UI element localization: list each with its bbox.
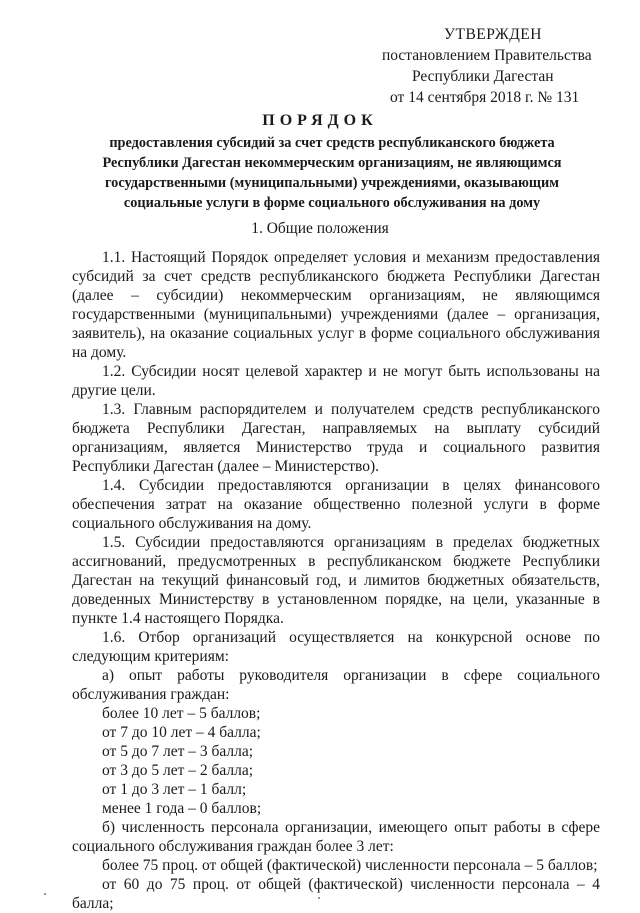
scan-specks (0, 885, 640, 905)
document-title: ПОРЯДОК (262, 112, 378, 129)
subtitle-line: предоставления субсидий за счет средств республиканского бюджета (109, 135, 555, 151)
criterion-a: а) опыт работы руководителя организации в сфере социального обслуживания граждан: (72, 667, 600, 703)
criterion-a-item: от 3 до 5 лет – 2 балла; (102, 762, 254, 779)
speck (318, 897, 320, 899)
speck (44, 893, 46, 895)
subtitle-line: Республики Дагестан некоммерческим организациям, не являющимся (102, 155, 562, 171)
paragraph-1-6: 1.6. Отбор организаций осуществляется на конкурсной основе по следующим критериям: (72, 629, 600, 665)
criterion-a-item: от 5 до 7 лет – 3 балла; (102, 743, 254, 760)
subtitle-line: государственными (муниципальными) учреждениями, оказывающим (105, 175, 559, 191)
criterion-a-item: от 1 до 3 лет – 1 балл; (102, 781, 247, 798)
approval-republic: Республики Дагестан (412, 68, 554, 85)
approval-resolution: постановлением Правительства (382, 47, 592, 64)
approval-stamp (380, 24, 620, 108)
criterion-a-item: менее 1 года – 0 баллов; (102, 800, 262, 817)
paragraph-1-4: 1.4. Субсидии предоставляются организации в целях финансового обеспечения затрат на оказание общественно полезной услуги в форме социального обслуживания на дому. (72, 477, 600, 532)
criterion-a-item: более 10 лет – 5 баллов; (102, 705, 261, 722)
section-heading: 1. Общие положения (251, 220, 389, 237)
subtitle-line: социальные услуги в форме социального обслуживания на дому (123, 195, 541, 211)
document-body (72, 248, 600, 913)
paragraph-1-5: 1.5. Субсидии предоставляются организациям в пределах бюджетных ассигнований, предусмотренных в республиканском бюджете Республики Дагестан на текущий финансовый год, и лимитов бюджетных обязательств, доведенных Министерству в установленном порядке, на цели, указанные в пункте 1.4 настоящего Порядка. (72, 534, 600, 627)
approval-date: от 14 сентября 2018 г. № 131 (390, 89, 580, 106)
criterion-b-item: более 75 проц. от общей (фактической) численности персонала – 5 баллов; (102, 857, 598, 874)
criterion-b-item: от 60 до 75 проц. от общей (фактической) численности персонала – 4 балла; (72, 876, 600, 912)
paragraph-1-2: 1.2. Субсидии носят целевой характер и не могут быть использованы на другие цели. (72, 363, 600, 399)
approval-heading: УТВЕРЖДЕН (444, 26, 542, 43)
paragraph-1-3: 1.3. Главным распорядителем и получателем средств республиканского бюджета Республики Дагестан, направляемых на выплату субсидий организациям, является Министерство труда и социального развития Республики Дагестан (далее – Министерство). (72, 401, 600, 475)
document-subtitle (72, 133, 592, 213)
paragraph-1-1: 1.1. Настоящий Порядок определяет условия и механизм предоставления субсидий за счет средств республиканского бюджета Республики Дагестан (далее – субсидии) некоммерческим организациям, не являющимся государственными (муниципальными) учреждениями (далее – организация, заявитель), на оказание социальных услуг в форме социального обслуживания на дому. (72, 249, 600, 361)
criterion-a-item: от 7 до 10 лет – 4 балла; (102, 724, 261, 741)
criterion-b: б) численность персонала организации, имеющего опыт работы в сфере социального обслуживания граждан более 3 лет: (72, 819, 600, 855)
